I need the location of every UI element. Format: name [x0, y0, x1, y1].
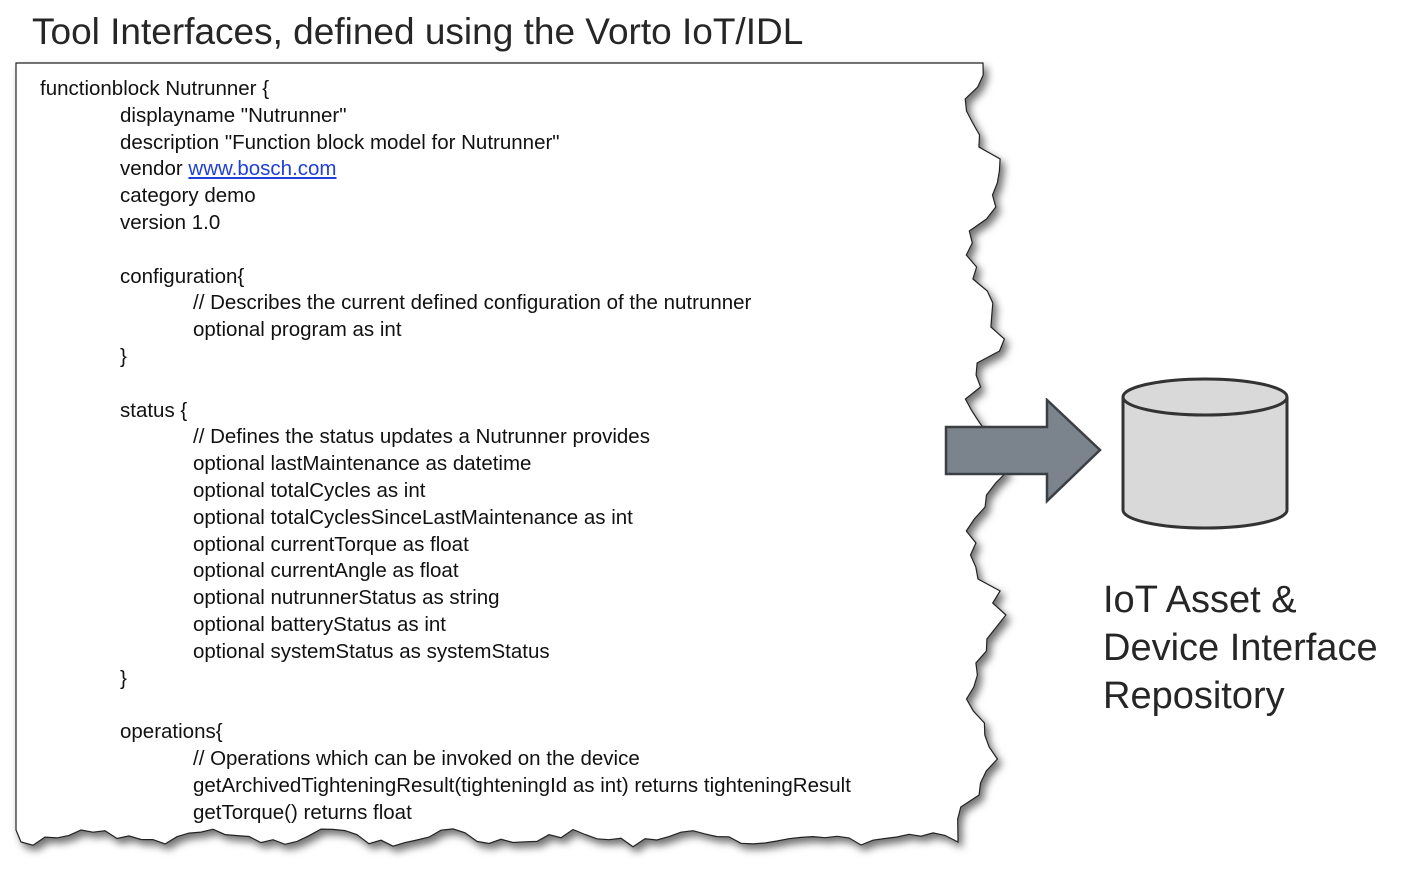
code-line — [40, 612, 960, 639]
code-line-text: configuration{ — [120, 264, 245, 288]
code-line — [40, 478, 960, 505]
code-line-text: optional currentAngle as float — [193, 559, 459, 583]
code-line-text: optional nutrunnerStatus as string — [193, 586, 500, 610]
code-line-text: optional currentTorque as float — [193, 532, 469, 556]
code-line — [40, 639, 960, 666]
code-line — [40, 130, 960, 157]
code-line-text: } — [120, 666, 127, 690]
code-line-text: } — [120, 344, 127, 368]
code-line — [40, 103, 960, 130]
code-line — [40, 746, 960, 773]
code-line-text: // Describes the current defined configuration of the nutrunner — [193, 291, 752, 315]
code-line — [40, 317, 960, 344]
code-line-text: optional totalCycles as int — [193, 478, 426, 502]
code-line-text: optional totalCyclesSinceLastMaintenance as int — [193, 505, 633, 529]
code-line — [40, 451, 960, 478]
code-line — [40, 800, 960, 827]
code-line-text: getArchivedTighteningResult(tighteningId as int) returns tighteningResult — [193, 773, 851, 797]
code-line — [40, 371, 960, 398]
code-line — [40, 505, 960, 532]
code-line — [40, 719, 960, 746]
code-line — [40, 558, 960, 585]
code-line — [40, 424, 960, 451]
code-line-text: optional program as int — [193, 318, 402, 342]
code-line — [40, 156, 960, 183]
code-listing — [40, 76, 960, 831]
vendor-link[interactable]: www.bosch.com — [188, 157, 337, 181]
database-cylinder-icon — [1118, 377, 1294, 533]
code-line-text: // Defines the status updates a Nutrunner provides — [193, 425, 650, 449]
code-line-text: vendor — [120, 157, 189, 181]
code-line — [40, 290, 960, 317]
code-line-text: // Operations which can be invoked on the device — [193, 746, 640, 770]
code-line-text: optional systemStatus as systemStatus — [193, 639, 550, 663]
repository-label-line: IoT Asset & — [1103, 579, 1297, 621]
code-line-text: optional lastMaintenance as datetime — [193, 452, 532, 476]
repository-label — [1103, 576, 1378, 720]
repository-label-line: Repository — [1103, 675, 1285, 717]
code-line — [40, 532, 960, 559]
code-line-text: category demo — [120, 184, 256, 208]
code-line-text: version 1.0 — [120, 210, 221, 234]
code-line — [40, 183, 960, 210]
code-line-text: displayname "Nutrunner" — [120, 103, 347, 127]
code-line-text: operations{ — [120, 720, 223, 744]
code-line-text: status { — [120, 398, 188, 422]
code-line — [40, 773, 960, 800]
code-line-text: optional batteryStatus as int — [193, 612, 446, 636]
code-line — [40, 666, 960, 693]
code-line — [40, 76, 960, 103]
code-line — [40, 692, 960, 719]
code-line-text: functionblock Nutrunner { — [40, 77, 270, 100]
page-title: Tool Interfaces, defined using the Vorto IoT/IDL — [32, 11, 804, 52]
code-line — [40, 344, 960, 371]
code-line — [40, 585, 960, 612]
code-line-text: description "Function block model for Nutrunner" — [120, 130, 560, 154]
code-line — [40, 237, 960, 264]
code-line-text: getTorque() returns float — [193, 800, 412, 824]
right-arrow-icon — [944, 398, 1104, 508]
code-line — [40, 264, 960, 291]
code-line — [40, 398, 960, 425]
code-line — [40, 210, 960, 237]
repository-label-line: Device Interface — [1103, 627, 1378, 669]
